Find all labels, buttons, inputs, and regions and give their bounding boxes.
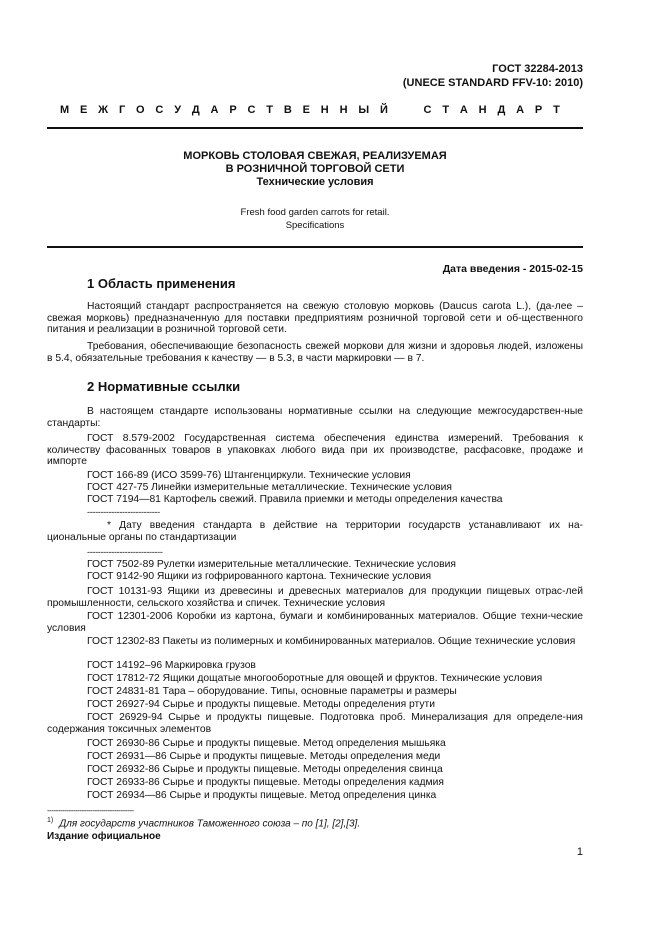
banner-letter: Н [478,104,487,116]
footnote-marker: 1) [47,817,54,824]
english-title-line-2: Specifications [285,220,345,231]
footnote-text: Для государств участников Таможенного союза – по [1], [2],[3]. [59,818,361,830]
reference-item: ГОСТ 10131-93 Ящики из древесины и древесных материалов для продукции пищевых отрас-лей промышленности, сельского хозяйства и спичек. Технические условия [47,586,583,609]
reference-item: ГОСТ 9142-90 Ящики из гофрированного картона. Технические условия [87,571,432,582]
banner-letter: Р [534,104,543,116]
banner-letter: Н [339,104,348,116]
reference-item: ГОСТ 8.579-2002 Государственная система обеспечения единства измерений. Требования к количеству фасованных товаров в упаковках любого вида при их производстве, расфасовке, продаже и импорте [47,433,583,468]
banner-letter: Й [379,104,388,116]
reference-item: ГОСТ 12302-83 Пакеты из полимерных и комбинированных материалов. Общие технические условия [87,636,576,647]
reference-item: ГОСТ 7502-89 Рулетки измерительные металлические. Технические условия [87,559,456,570]
reference-item: ГОСТ 26932-86 Сырье и продукты пищевые. Методы определения свинца [87,764,443,775]
header-rule [47,127,583,129]
interstate-standard-banner [60,103,560,117]
reference-item: ГОСТ 26927-94 Сырье и продукты пищевые. Методы определения ртути [87,699,435,710]
section-1-paragraph-1: Настоящий стандарт распространяется на свежую столовую морковь (Daucus carota L.), (да-лее – свежая морковь) предназначенную для поставки предприятиям розничной торговой сети и об-щественного питания и реализации в розничной торговой сети. [47,301,583,336]
gost-designation [403,62,583,90]
banner-letter: С [423,104,432,116]
intro-date: Дата введения - 2015-02-15 [442,263,583,275]
banner-letter: М [60,104,70,116]
title-line-1: МОРКОВЬ СТОЛОВАЯ СВЕЖАЯ, РЕАЛИЗУЕМАЯ [183,150,447,162]
reference-item: ГОСТ 427-75 Линейки измерительные металлические. Технические условия [87,482,452,493]
banner-letter: С [155,104,164,116]
banner-letter: Г [118,104,126,116]
section-1-paragraph-2: Требования, обеспечивающие безопасность свежей моркови для жизни и здоровья людей, изложены в 5.4, обязательные требования к качеству — в 5.3, в части маркировки — в 7. [47,341,583,364]
section-1-heading: 1 Область применения [87,276,236,291]
english-title-line-1: Fresh food garden carrots for retail. [240,207,390,218]
banner-letter: С [247,104,256,116]
title-line-3: Технические условия [256,176,374,188]
reference-item: ГОСТ 7194—81 Картофель свежий. Правила приемки и методы определения качества [87,494,503,505]
banner-letter: Д [191,104,200,116]
banner-letter: Ж [98,104,109,116]
banner-letter: В [283,104,292,116]
page-number: 1 [576,846,583,858]
reference-item: ГОСТ 24831-81 Тара – оборудование. Типы, основные параметры и размеры [87,686,457,697]
banner-letter: Ы [358,104,370,116]
banner-letter: А [459,104,468,116]
reference-item: ГОСТ 26931—86 Сырье и продукты пищевые. Методы определения меди [87,751,441,762]
reference-item: ГОСТ 26930-86 Сырье и продукты пищевые. Метод определения мышьяка [87,738,446,749]
banner-letter: Т [442,104,450,116]
unece-code: (UNECE STANDARD FFV-10: 2010) [402,77,583,89]
banner-letter: О [136,104,145,116]
banner-letter: А [210,104,219,116]
reference-item: ГОСТ 26934—86 Сырье и продукты пищевые. Метод определения цинка [87,790,437,801]
title-line-2: В РОЗНИЧНОЙ ТОРГОВОЙ СЕТИ [225,163,405,175]
reference-item: ГОСТ 14192–96 Маркировка грузов [87,660,256,671]
reference-item: ГОСТ 166-89 (ИСО 3599-76) Штангенциркули. Технические условия [87,470,411,481]
banner-letter: Н [320,104,329,116]
reference-item: ГОСТ 26929-94 Сырье и продукты пищевые. Подготовка проб. Минерализация для определе-ния содержания токсичных элементов [47,712,583,735]
banner-letter: Д [497,104,506,116]
banner-letter: Т [266,104,274,116]
separator-dashes: ---------------------------- [87,547,163,557]
banner-word-gap [399,103,413,117]
reference-item: ГОСТ 17812-72 Ящики дощатые многооборотные для овощей и фруктов. Технические условия [87,673,543,684]
banner-letter: Е [80,104,88,116]
section-2-heading: 2 Нормативные ссылки [87,379,241,394]
english-title [47,206,583,232]
section-2-intro: В настоящем стандарте использованы нормативные ссылки на следующие межгосударствен-ные стандарты: [47,406,583,429]
date-note: * Дату введения стандарта в действие на территории государств устанавливают их на-циональные органы по стандартизации [47,520,583,543]
reference-item: ГОСТ 26933-86 Сырье и продукты пищевые. Методы определения кадмия [87,777,444,788]
reference-item: ГОСТ 12301-2006 Коробки из картона, бумаги и комбинированных материалов. Общие техни-ческие условия [47,611,583,634]
official-edition-label: Издание официальное [47,831,161,842]
banner-letter: Е [302,104,310,116]
document-title [47,150,583,189]
footnote-rule: ---------------------------------------- [47,806,134,815]
banner-letter: А [516,104,525,116]
separator-dashes: --------------------------- [87,507,160,517]
banner-letter: Т [553,104,560,116]
banner-letter: Р [229,104,237,116]
title-rule [47,246,583,248]
gost-code: ГОСТ 32284-2013 [492,63,583,75]
footnote [47,815,360,830]
banner-letter: У [174,104,182,116]
